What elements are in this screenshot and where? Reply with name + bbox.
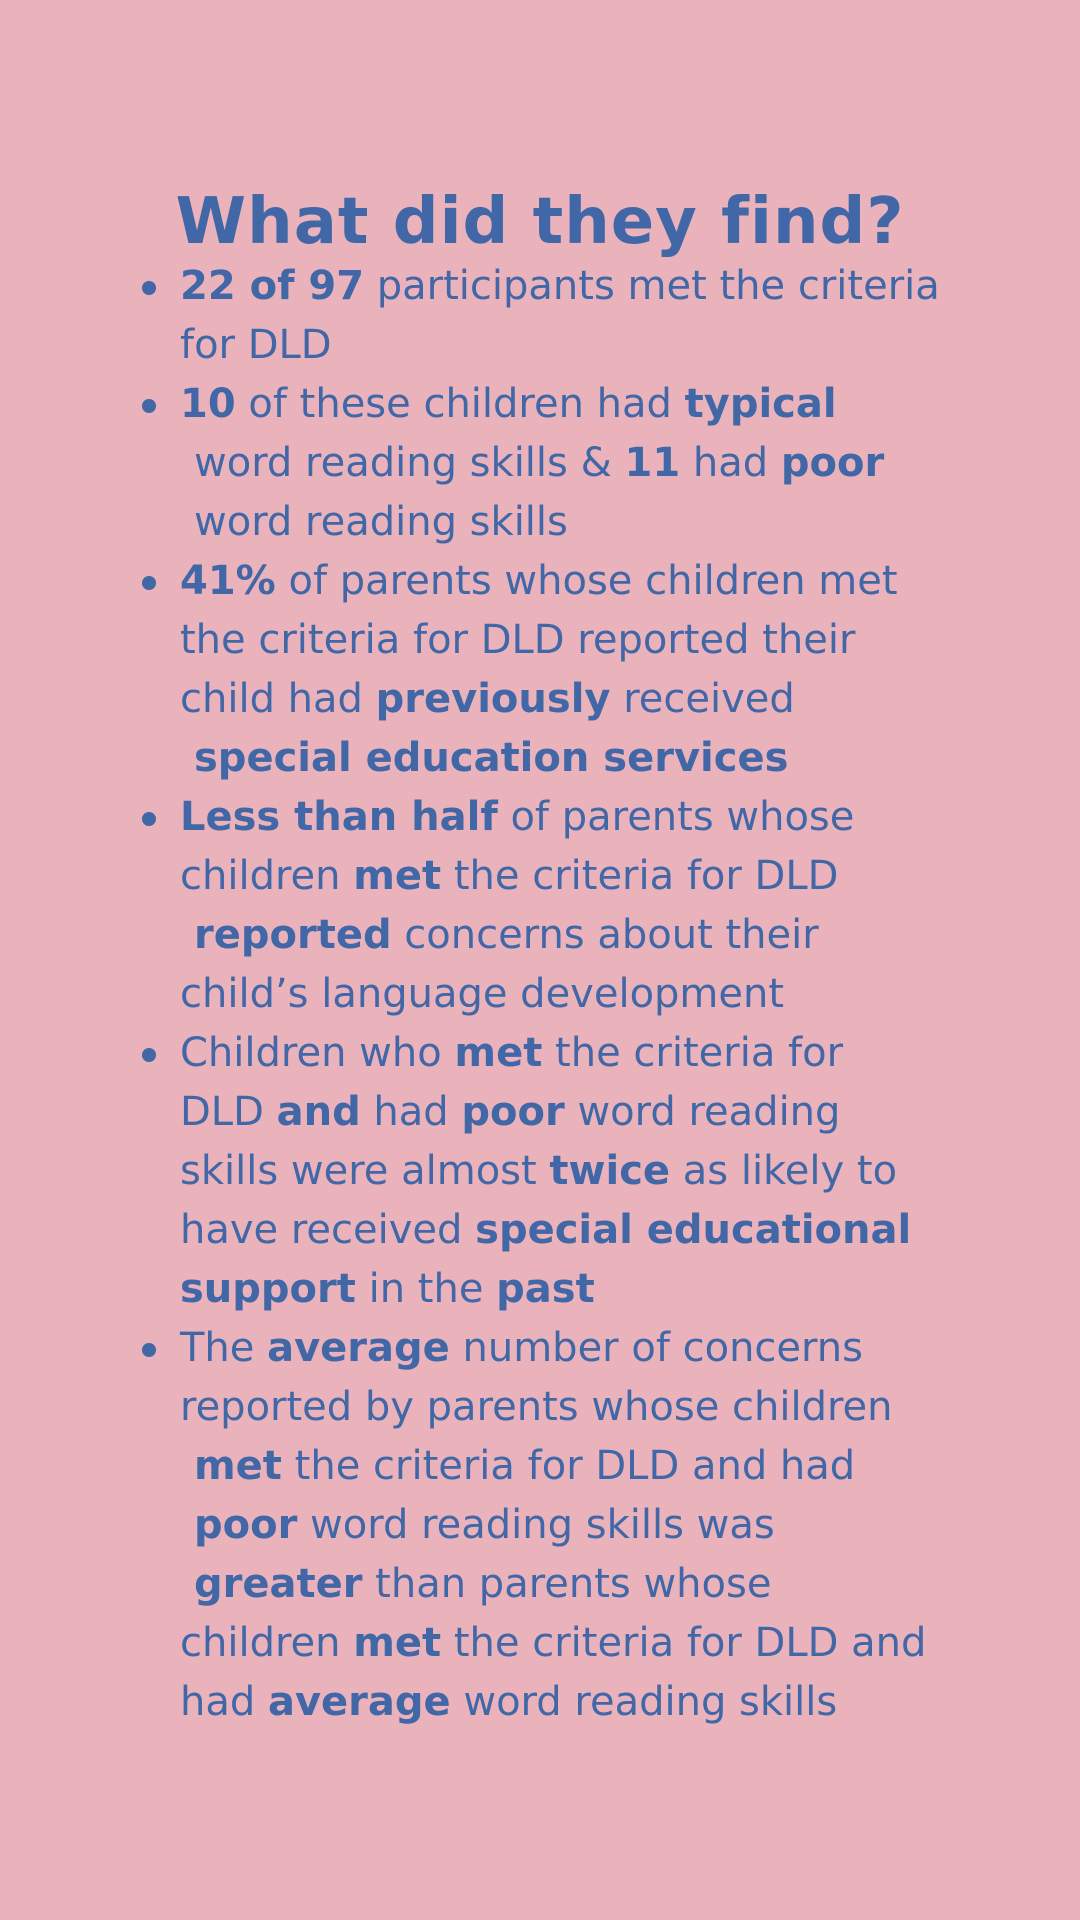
- emphasis-text: greater: [194, 1561, 363, 1607]
- emphasis-text: average: [267, 1679, 451, 1725]
- finding-text: of parents whose children met: [275, 558, 898, 604]
- emphasis-text: reported: [194, 912, 392, 958]
- finding-text: had: [180, 1679, 268, 1725]
- finding-line: [180, 493, 980, 552]
- finding-line: [180, 1201, 980, 1260]
- finding-text: in the: [355, 1266, 497, 1312]
- emphasis-text: 41%: [180, 558, 276, 604]
- finding-text: have received: [180, 1207, 476, 1253]
- emphasis-text: typical: [684, 381, 837, 427]
- finding-text: the criteria for: [542, 1030, 844, 1076]
- finding-text: word reading skills was: [297, 1502, 775, 1548]
- finding-line: [180, 729, 980, 788]
- finding-line: [180, 788, 980, 847]
- finding-line: [180, 1378, 980, 1437]
- finding-line: [180, 434, 980, 493]
- finding-text: than parents whose: [362, 1561, 772, 1607]
- finding-line: [180, 1260, 980, 1319]
- finding-line: [180, 316, 980, 375]
- finding-line: [180, 1437, 980, 1496]
- finding-item: [180, 1024, 980, 1319]
- emphasis-text: and: [276, 1089, 361, 1135]
- finding-line: [180, 1319, 980, 1378]
- emphasis-text: twice: [549, 1148, 671, 1194]
- finding-text: The: [180, 1325, 268, 1371]
- finding-text: as likely to: [670, 1148, 898, 1194]
- page-title: What did they find?: [175, 185, 905, 259]
- finding-line: [180, 965, 980, 1024]
- emphasis-text: average: [267, 1325, 450, 1371]
- emphasis-text: 11: [624, 440, 681, 486]
- finding-text: of these children had: [235, 381, 685, 427]
- finding-text: had: [360, 1089, 462, 1135]
- emphasis-text: poor: [780, 440, 885, 486]
- emphasis-text: special educational: [475, 1207, 912, 1253]
- finding-line: [180, 611, 980, 670]
- emphasis-text: met: [454, 1030, 543, 1076]
- finding-line: [180, 552, 980, 611]
- finding-text: for DLD: [180, 322, 332, 368]
- emphasis-text: met: [194, 1443, 282, 1489]
- finding-text: the criteria for DLD and had: [281, 1443, 856, 1489]
- finding-item: [180, 552, 980, 788]
- finding-line: [180, 670, 980, 729]
- finding-item: [180, 1319, 980, 1732]
- finding-text: the criteria for DLD: [441, 853, 839, 899]
- finding-text: child’s language development: [180, 971, 785, 1017]
- findings-list: [180, 257, 980, 1732]
- emphasis-text: met: [353, 853, 442, 899]
- finding-text: DLD: [180, 1089, 277, 1135]
- finding-item: [180, 375, 980, 552]
- finding-item: [180, 788, 980, 1024]
- finding-line: [180, 1496, 980, 1555]
- finding-line: [180, 375, 980, 434]
- finding-line: [180, 1673, 980, 1732]
- finding-text: skills were almost: [180, 1148, 550, 1194]
- finding-line: [180, 1024, 980, 1083]
- finding-text: word reading skills: [194, 499, 568, 545]
- finding-text: word reading skills &: [194, 440, 625, 486]
- finding-text: had: [680, 440, 781, 486]
- emphasis-text: previously: [375, 676, 611, 722]
- finding-text: word reading skills: [450, 1679, 838, 1725]
- emphasis-text: 22 of 97: [180, 263, 365, 309]
- finding-line: [180, 1083, 980, 1142]
- emphasis-text: poor: [194, 1502, 298, 1548]
- finding-text: concerns about their: [391, 912, 819, 958]
- finding-text: children: [180, 1620, 354, 1666]
- emphasis-text: poor: [461, 1089, 565, 1135]
- finding-text: of parents whose: [497, 794, 855, 840]
- finding-line: [180, 257, 980, 316]
- finding-text: the criteria for DLD and: [441, 1620, 927, 1666]
- finding-line: [180, 847, 980, 906]
- emphasis-text: past: [496, 1266, 595, 1312]
- finding-text: word reading: [564, 1089, 841, 1135]
- emphasis-text: 10: [180, 381, 236, 427]
- finding-text: reported by parents whose children: [180, 1384, 893, 1430]
- finding-line: [180, 1555, 980, 1614]
- finding-text: received: [610, 676, 795, 722]
- finding-text: participants met the criteria: [364, 263, 940, 309]
- emphasis-text: Less than half: [180, 794, 498, 840]
- finding-line: [180, 1614, 980, 1673]
- finding-line: [180, 1142, 980, 1201]
- finding-text: child had: [180, 676, 376, 722]
- finding-text: Children who: [180, 1030, 455, 1076]
- finding-text: number of concerns: [449, 1325, 863, 1371]
- emphasis-text: support: [180, 1266, 356, 1312]
- finding-item: [180, 257, 980, 375]
- emphasis-text: met: [353, 1620, 442, 1666]
- finding-text: children: [180, 853, 354, 899]
- emphasis-text: special education services: [194, 735, 789, 781]
- finding-text: the criteria for DLD reported their: [180, 617, 856, 663]
- finding-line: [180, 906, 980, 965]
